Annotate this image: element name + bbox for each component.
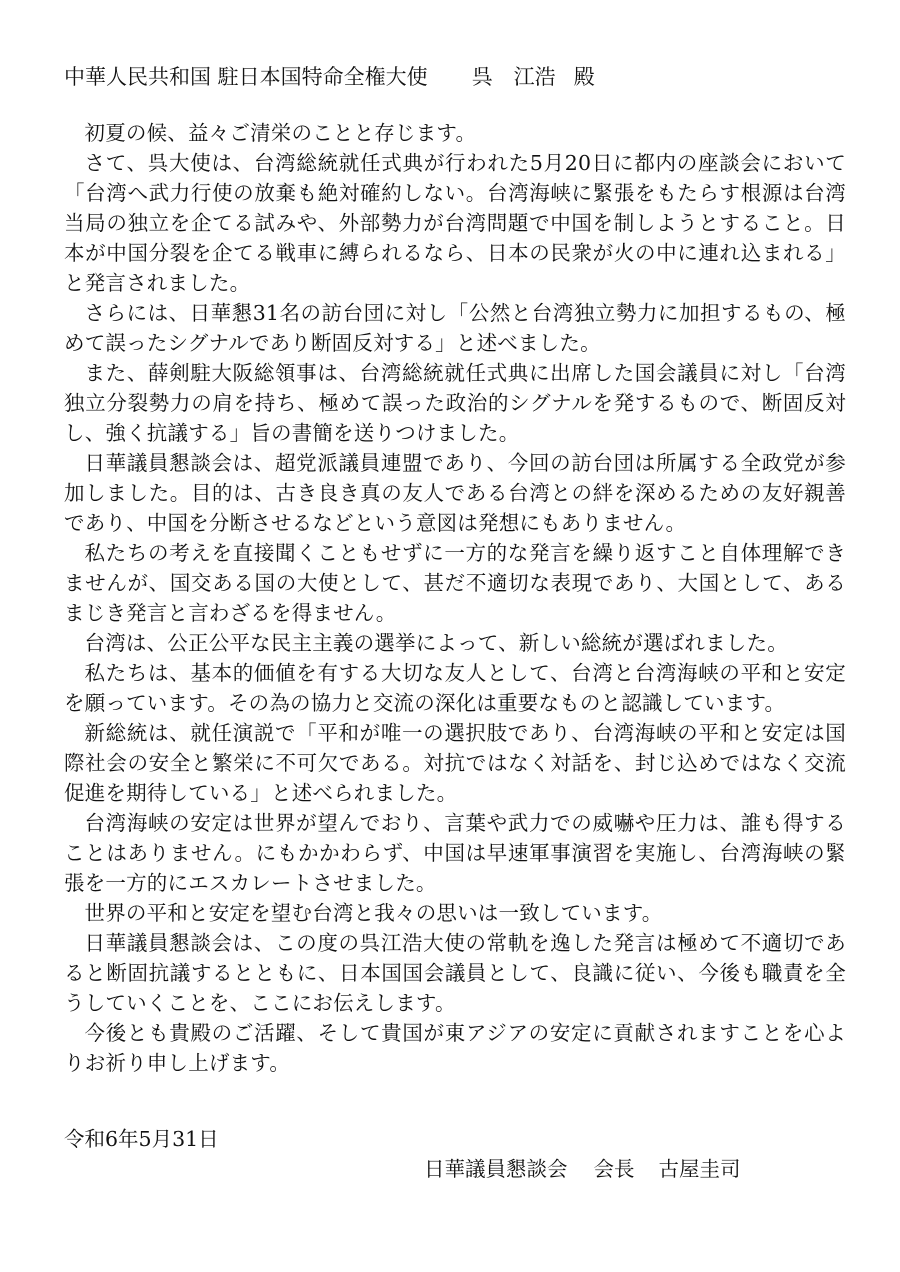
paragraph: さらには、日華懇31名の訪台団に対し「公然と台湾独立勢力に加担するもの、極めて誤ったシグナルであり断固反対する」と述べました。 xyxy=(64,301,846,355)
letter-date: 令和6年5月31日 xyxy=(64,1127,219,1151)
paragraph-closing: 今後とも貴殿のご活躍、そして貴国が東アジアの安定に貢献されますことを心よりお祈り申し上げます。 xyxy=(64,1021,846,1075)
paragraph: また、薛剣駐大阪総領事は、台湾総統就任式典に出席した国会議員に対し「台湾独立分裂勢力の肩を持ち、極めて誤った政治的シグナルを発するもので、断固反対し、強く抗議する」旨の書簡を送りつけました。 xyxy=(64,361,846,445)
letter-body xyxy=(64,118,846,1078)
addressee-honorific: 殿 xyxy=(573,65,595,89)
paragraph: 日華議員懇談会は、超党派議員連盟であり、今回の訪台団は所属する全政党が参加しました。目的は、古き良き真の友人である台湾との絆を深めるための友好親善であり、中国を分断させるなどという意図は発想にもありません。 xyxy=(64,451,846,535)
paragraph: 台湾海峡の安定は世界が望んでおり、言葉や武力での威嚇や圧力は、誰も得することはありません。にもかかわらず、中国は早速軍事演習を実施し、台湾海峡の緊張を一方的にエスカレートさせました。 xyxy=(64,811,846,895)
addressee-position: 中華人民共和国 駐日本国特命全権大使 xyxy=(64,65,428,89)
signature-organization: 日華議員懇談会 xyxy=(424,1157,568,1181)
signature-title: 会長 xyxy=(593,1157,635,1181)
signature-line xyxy=(424,1154,741,1184)
paragraph-greeting: 初夏の候、益々ご清栄のことと存じます。 xyxy=(84,121,477,145)
paragraph: さて、呉大使は、台湾総統就任式典が行われた5月20日に都内の座談会において「台湾へ武力行使の放棄も絶対確約しない。台湾海峡に緊張をもたらす根源は台湾当局の独立を企てる試みや、外部勢力が台湾問題で中国を制しようとすること。日本が中国分裂を企てる戦車に縛られるなら、日本の民衆が火の中に連れ込まれる」と発言されました。 xyxy=(64,151,846,295)
addressee-name: 呉 江浩 xyxy=(471,65,556,89)
signature-name: 古屋圭司 xyxy=(658,1157,741,1181)
paragraph: 世界の平和と安定を望む台湾と我々の思いは一致しています。 xyxy=(84,901,663,925)
paragraph: 日華議員懇談会は、この度の呉江浩大使の常軌を逸した発言は極めて不適切であると断固抗議するとともに、日本国国会議員として、良識に従い、今後も職責を全うしていくことを、ここにお伝えします。 xyxy=(64,931,846,1015)
paragraph: 私たちの考えを直接聞くこともせずに一方的な発言を繰り返すこと自体理解できませんが、国交ある国の大使として、甚だ不適切な表現であり、大国として、あるまじき発言と言わざるを得ません。 xyxy=(64,541,846,625)
paragraph: 新総統は、就任演説で「平和が唯一の選択肢であり、台湾海峡の平和と安定は国際社会の安全と繁栄に不可欠である。対抗ではなく対話を、封じ込めではなく交流促進を期待している」と述べられました。 xyxy=(64,721,846,805)
paragraph: 台湾は、公正公平な民主主義の選挙によって、新しい総統が選ばれました。 xyxy=(84,631,788,655)
addressee-line xyxy=(64,62,844,92)
paragraph: 私たちは、基本的価値を有する大切な友人として、台湾と台湾海峡の平和と安定を願っています。その為の協力と交流の深化は重要なものと認識しています。 xyxy=(64,661,846,715)
